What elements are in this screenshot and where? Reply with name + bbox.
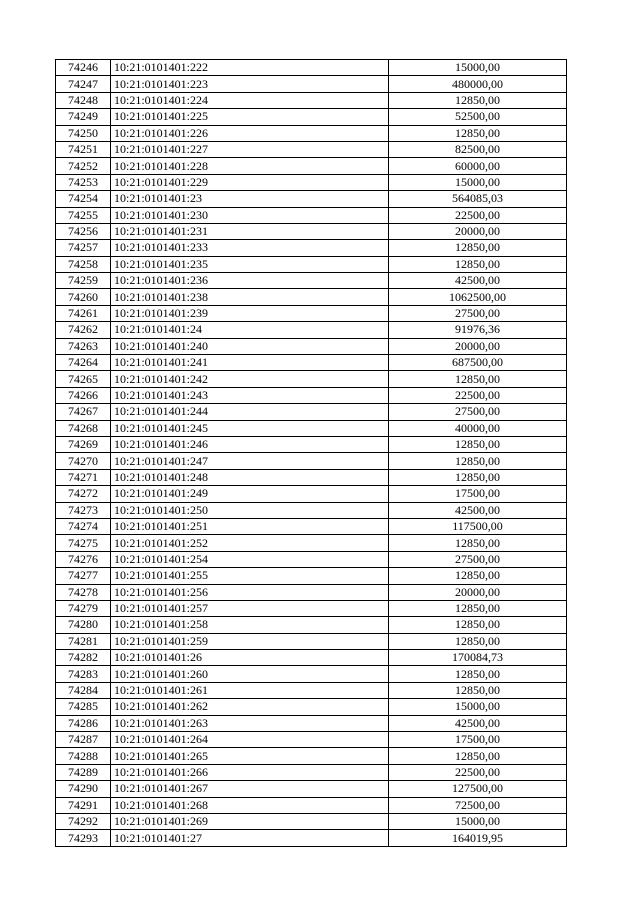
cadastral-number-cell: 10:21:0101401:265 bbox=[111, 748, 389, 764]
cadastral-number-cell: 10:21:0101401:241 bbox=[111, 355, 389, 371]
cadastral-number-cell: 10:21:0101401:229 bbox=[111, 174, 389, 190]
row-number-cell: 74285 bbox=[56, 699, 111, 715]
cadastral-number-cell: 10:21:0101401:242 bbox=[111, 371, 389, 387]
table-row bbox=[56, 158, 567, 174]
cadastral-number-cell: 10:21:0101401:266 bbox=[111, 764, 389, 780]
value-cell: 127500,00 bbox=[389, 781, 567, 797]
cadastral-number-cell: 10:21:0101401:233 bbox=[111, 240, 389, 256]
row-number-cell: 74274 bbox=[56, 518, 111, 534]
value-cell: 1062500,00 bbox=[389, 289, 567, 305]
row-number-cell: 74276 bbox=[56, 551, 111, 567]
cadastral-number-cell: 10:21:0101401:251 bbox=[111, 518, 389, 534]
table-row bbox=[56, 355, 567, 371]
table-row bbox=[56, 568, 567, 584]
cadastral-number-cell: 10:21:0101401:27 bbox=[111, 830, 389, 846]
row-number-cell: 74249 bbox=[56, 109, 111, 125]
table-row bbox=[56, 797, 567, 813]
cadastral-number-cell: 10:21:0101401:267 bbox=[111, 781, 389, 797]
row-number-cell: 74282 bbox=[56, 650, 111, 666]
row-number-cell: 74248 bbox=[56, 92, 111, 108]
cadastral-number-cell: 10:21:0101401:264 bbox=[111, 732, 389, 748]
table-row bbox=[56, 732, 567, 748]
value-cell: 60000,00 bbox=[389, 158, 567, 174]
table-row bbox=[56, 650, 567, 666]
table-row bbox=[56, 584, 567, 600]
value-cell: 12850,00 bbox=[389, 682, 567, 698]
value-cell: 40000,00 bbox=[389, 420, 567, 436]
table-row bbox=[56, 715, 567, 731]
table-row bbox=[56, 764, 567, 780]
cadastral-number-cell: 10:21:0101401:261 bbox=[111, 682, 389, 698]
cadastral-number-cell: 10:21:0101401:268 bbox=[111, 797, 389, 813]
value-cell: 42500,00 bbox=[389, 715, 567, 731]
cadastral-number-cell: 10:21:0101401:238 bbox=[111, 289, 389, 305]
row-number-cell: 74272 bbox=[56, 486, 111, 502]
table-row bbox=[56, 633, 567, 649]
table-row bbox=[56, 387, 567, 403]
row-number-cell: 74260 bbox=[56, 289, 111, 305]
table-row bbox=[56, 305, 567, 321]
row-number-cell: 74254 bbox=[56, 191, 111, 207]
value-cell: 12850,00 bbox=[389, 125, 567, 141]
table-row bbox=[56, 338, 567, 354]
cadastral-number-cell: 10:21:0101401:223 bbox=[111, 76, 389, 92]
cadastral-number-cell: 10:21:0101401:235 bbox=[111, 256, 389, 272]
value-cell: 17500,00 bbox=[389, 732, 567, 748]
table-row bbox=[56, 813, 567, 829]
cadastral-number-cell: 10:21:0101401:224 bbox=[111, 92, 389, 108]
table-row bbox=[56, 486, 567, 502]
value-cell: 82500,00 bbox=[389, 141, 567, 157]
value-cell: 687500,00 bbox=[389, 355, 567, 371]
row-number-cell: 74255 bbox=[56, 207, 111, 223]
value-cell: 22500,00 bbox=[389, 207, 567, 223]
cadastral-number-cell: 10:21:0101401:243 bbox=[111, 387, 389, 403]
table-row bbox=[56, 600, 567, 616]
value-cell: 72500,00 bbox=[389, 797, 567, 813]
table-row bbox=[56, 92, 567, 108]
row-number-cell: 74288 bbox=[56, 748, 111, 764]
row-number-cell: 74289 bbox=[56, 764, 111, 780]
table-row bbox=[56, 240, 567, 256]
cadastral-number-cell: 10:21:0101401:236 bbox=[111, 273, 389, 289]
row-number-cell: 74278 bbox=[56, 584, 111, 600]
value-cell: 12850,00 bbox=[389, 371, 567, 387]
value-cell: 15000,00 bbox=[389, 174, 567, 190]
table-row bbox=[56, 617, 567, 633]
table-row bbox=[56, 371, 567, 387]
value-cell: 12850,00 bbox=[389, 436, 567, 452]
value-cell: 52500,00 bbox=[389, 109, 567, 125]
row-number-cell: 74252 bbox=[56, 158, 111, 174]
row-number-cell: 74292 bbox=[56, 813, 111, 829]
value-cell: 20000,00 bbox=[389, 584, 567, 600]
row-number-cell: 74286 bbox=[56, 715, 111, 731]
value-cell: 42500,00 bbox=[389, 502, 567, 518]
row-number-cell: 74269 bbox=[56, 436, 111, 452]
cadastral-number-cell: 10:21:0101401:240 bbox=[111, 338, 389, 354]
table-row bbox=[56, 191, 567, 207]
cadastral-number-cell: 10:21:0101401:239 bbox=[111, 305, 389, 321]
table-row bbox=[56, 76, 567, 92]
row-number-cell: 74251 bbox=[56, 141, 111, 157]
cadastral-number-cell: 10:21:0101401:230 bbox=[111, 207, 389, 223]
cadastral-number-cell: 10:21:0101401:262 bbox=[111, 699, 389, 715]
table-row bbox=[56, 518, 567, 534]
row-number-cell: 74256 bbox=[56, 223, 111, 239]
cadastral-number-cell: 10:21:0101401:255 bbox=[111, 568, 389, 584]
row-number-cell: 74291 bbox=[56, 797, 111, 813]
row-number-cell: 74293 bbox=[56, 830, 111, 846]
value-cell: 15000,00 bbox=[389, 699, 567, 715]
row-number-cell: 74279 bbox=[56, 600, 111, 616]
row-number-cell: 74247 bbox=[56, 76, 111, 92]
value-cell: 117500,00 bbox=[389, 518, 567, 534]
table-row bbox=[56, 699, 567, 715]
row-number-cell: 74277 bbox=[56, 568, 111, 584]
table-row bbox=[56, 551, 567, 567]
row-number-cell: 74265 bbox=[56, 371, 111, 387]
row-number-cell: 74253 bbox=[56, 174, 111, 190]
cadastral-number-cell: 10:21:0101401:258 bbox=[111, 617, 389, 633]
cadastral-number-cell: 10:21:0101401:246 bbox=[111, 436, 389, 452]
cadastral-number-cell: 10:21:0101401:228 bbox=[111, 158, 389, 174]
cadastral-number-cell: 10:21:0101401:256 bbox=[111, 584, 389, 600]
row-number-cell: 74259 bbox=[56, 273, 111, 289]
table-row bbox=[56, 535, 567, 551]
row-number-cell: 74261 bbox=[56, 305, 111, 321]
cadastral-number-cell: 10:21:0101401:254 bbox=[111, 551, 389, 567]
value-cell: 22500,00 bbox=[389, 764, 567, 780]
value-cell: 12850,00 bbox=[389, 600, 567, 616]
table-row bbox=[56, 453, 567, 469]
row-number-cell: 74275 bbox=[56, 535, 111, 551]
value-cell: 12850,00 bbox=[389, 568, 567, 584]
row-number-cell: 74281 bbox=[56, 633, 111, 649]
value-cell: 15000,00 bbox=[389, 813, 567, 829]
cadastral-number-cell: 10:21:0101401:226 bbox=[111, 125, 389, 141]
row-number-cell: 74270 bbox=[56, 453, 111, 469]
table-body bbox=[56, 60, 567, 847]
row-number-cell: 74264 bbox=[56, 355, 111, 371]
cadastral-number-cell: 10:21:0101401:269 bbox=[111, 813, 389, 829]
table-row bbox=[56, 289, 567, 305]
value-cell: 480000,00 bbox=[389, 76, 567, 92]
value-cell: 12850,00 bbox=[389, 240, 567, 256]
cadastral-number-cell: 10:21:0101401:252 bbox=[111, 535, 389, 551]
row-number-cell: 74284 bbox=[56, 682, 111, 698]
cadastral-number-cell: 10:21:0101401:260 bbox=[111, 666, 389, 682]
value-cell: 15000,00 bbox=[389, 60, 567, 76]
cadastral-number-cell: 10:21:0101401:227 bbox=[111, 141, 389, 157]
table-row bbox=[56, 223, 567, 239]
value-cell: 42500,00 bbox=[389, 273, 567, 289]
value-cell: 12850,00 bbox=[389, 633, 567, 649]
cadastral-number-cell: 10:21:0101401:245 bbox=[111, 420, 389, 436]
row-number-cell: 74257 bbox=[56, 240, 111, 256]
row-number-cell: 74271 bbox=[56, 469, 111, 485]
value-cell: 12850,00 bbox=[389, 92, 567, 108]
data-table bbox=[55, 59, 567, 847]
cadastral-number-cell: 10:21:0101401:225 bbox=[111, 109, 389, 125]
table-row bbox=[56, 125, 567, 141]
cadastral-number-cell: 10:21:0101401:23 bbox=[111, 191, 389, 207]
row-number-cell: 74246 bbox=[56, 60, 111, 76]
value-cell: 22500,00 bbox=[389, 387, 567, 403]
cadastral-number-cell: 10:21:0101401:222 bbox=[111, 60, 389, 76]
cadastral-number-cell: 10:21:0101401:259 bbox=[111, 633, 389, 649]
table-row bbox=[56, 141, 567, 157]
table-row bbox=[56, 60, 567, 76]
row-number-cell: 74283 bbox=[56, 666, 111, 682]
value-cell: 12850,00 bbox=[389, 748, 567, 764]
row-number-cell: 74263 bbox=[56, 338, 111, 354]
cadastral-number-cell: 10:21:0101401:247 bbox=[111, 453, 389, 469]
row-number-cell: 74268 bbox=[56, 420, 111, 436]
row-number-cell: 74267 bbox=[56, 404, 111, 420]
table-row bbox=[56, 273, 567, 289]
table-row bbox=[56, 830, 567, 846]
row-number-cell: 74287 bbox=[56, 732, 111, 748]
table-row bbox=[56, 420, 567, 436]
value-cell: 20000,00 bbox=[389, 338, 567, 354]
table-row bbox=[56, 469, 567, 485]
table-row bbox=[56, 781, 567, 797]
cadastral-number-cell: 10:21:0101401:263 bbox=[111, 715, 389, 731]
cadastral-number-cell: 10:21:0101401:26 bbox=[111, 650, 389, 666]
row-number-cell: 74280 bbox=[56, 617, 111, 633]
table-row bbox=[56, 502, 567, 518]
value-cell: 20000,00 bbox=[389, 223, 567, 239]
value-cell: 12850,00 bbox=[389, 469, 567, 485]
cadastral-number-cell: 10:21:0101401:249 bbox=[111, 486, 389, 502]
row-number-cell: 74266 bbox=[56, 387, 111, 403]
table-row bbox=[56, 109, 567, 125]
table-row bbox=[56, 748, 567, 764]
row-number-cell: 74250 bbox=[56, 125, 111, 141]
value-cell: 27500,00 bbox=[389, 551, 567, 567]
value-cell: 12850,00 bbox=[389, 453, 567, 469]
value-cell: 12850,00 bbox=[389, 617, 567, 633]
value-cell: 164019,95 bbox=[389, 830, 567, 846]
row-number-cell: 74273 bbox=[56, 502, 111, 518]
value-cell: 12850,00 bbox=[389, 256, 567, 272]
table-row bbox=[56, 436, 567, 452]
value-cell: 12850,00 bbox=[389, 535, 567, 551]
table-row bbox=[56, 256, 567, 272]
row-number-cell: 74262 bbox=[56, 322, 111, 338]
table-row bbox=[56, 404, 567, 420]
value-cell: 27500,00 bbox=[389, 305, 567, 321]
cadastral-number-cell: 10:21:0101401:250 bbox=[111, 502, 389, 518]
table-row bbox=[56, 322, 567, 338]
value-cell: 170084,73 bbox=[389, 650, 567, 666]
cadastral-number-cell: 10:21:0101401:24 bbox=[111, 322, 389, 338]
value-cell: 564085,03 bbox=[389, 191, 567, 207]
value-cell: 17500,00 bbox=[389, 486, 567, 502]
row-number-cell: 74290 bbox=[56, 781, 111, 797]
table-row bbox=[56, 174, 567, 190]
table-row bbox=[56, 666, 567, 682]
cadastral-number-cell: 10:21:0101401:248 bbox=[111, 469, 389, 485]
table-row bbox=[56, 207, 567, 223]
value-cell: 12850,00 bbox=[389, 666, 567, 682]
value-cell: 27500,00 bbox=[389, 404, 567, 420]
row-number-cell: 74258 bbox=[56, 256, 111, 272]
table-row bbox=[56, 682, 567, 698]
cadastral-number-cell: 10:21:0101401:257 bbox=[111, 600, 389, 616]
cadastral-number-cell: 10:21:0101401:244 bbox=[111, 404, 389, 420]
value-cell: 91976,36 bbox=[389, 322, 567, 338]
cadastral-number-cell: 10:21:0101401:231 bbox=[111, 223, 389, 239]
